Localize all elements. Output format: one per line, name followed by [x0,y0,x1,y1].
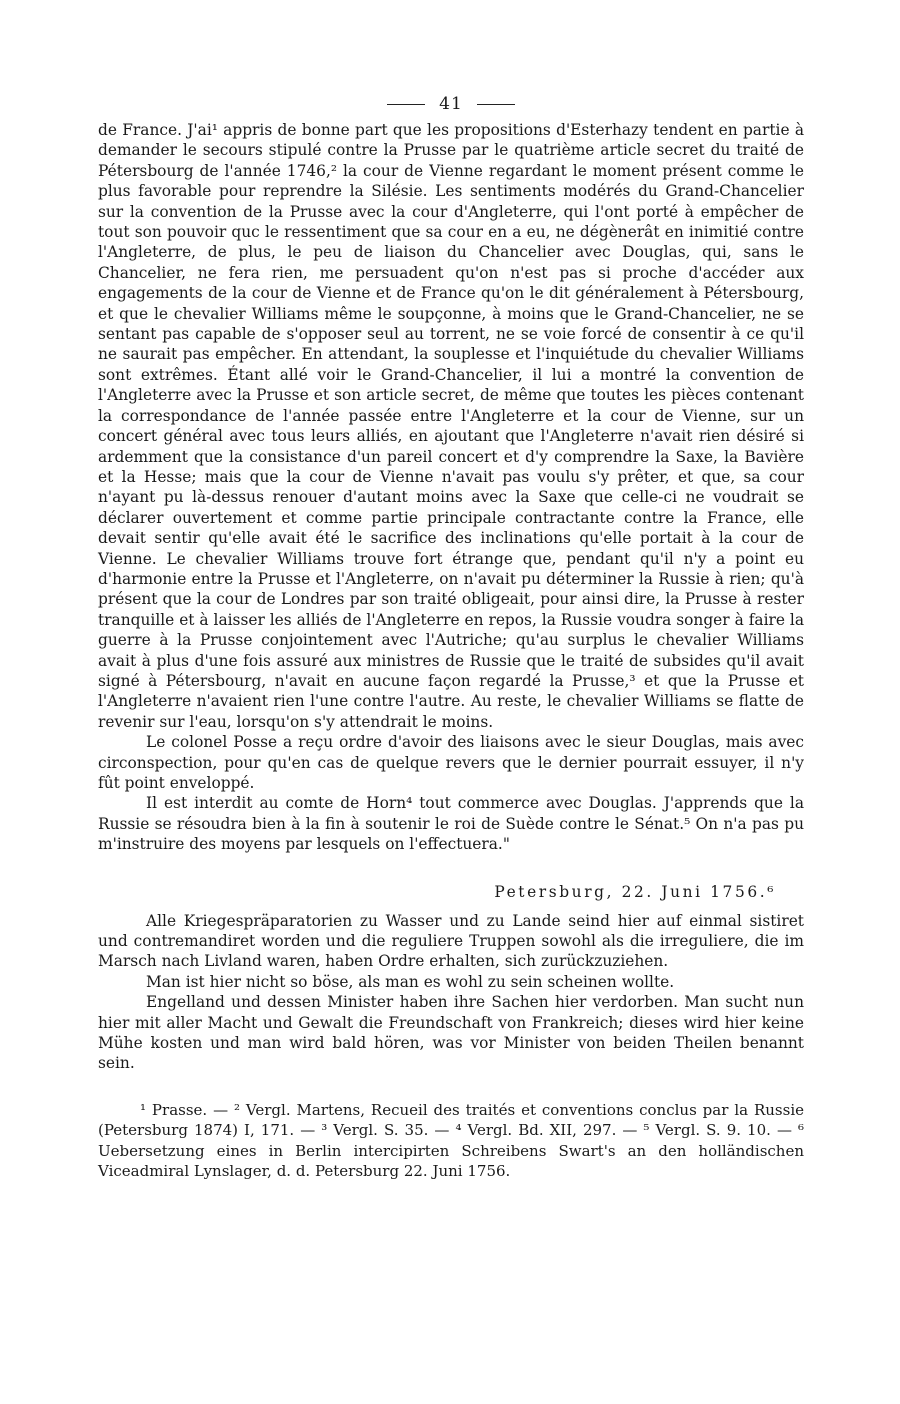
german-paragraph-2: Man ist hier nicht so böse, als man es wohl zu sein scheinen wollte. [146,972,675,991]
page-number: 41 [439,94,463,114]
french-paragraph-3: Il est interdit au comte de Horn⁴ tout commerce avec Douglas. J'apprends que la Russie se résoudra bien à la fin à soutenir le roi de Suède contre le Sénat.⁵ On n'a pas pu m'instruire des moyens par lesquels on l'effectuera." [98,794,804,854]
german-paragraph-1: Alle Kriegespräparatorien zu Wasser und zu Lande seind hier auf einmal sistiret und contremandiret worden und die reguliere Truppen sowohl als die irreguliere, die im Marsch nach Livland waren, haben Ordre erhalten, sich zurückzuziehen. [98,911,804,971]
footnotes-text: ¹ Prasse. — ² Vergl. Martens, Recueil des traités et conventions conclus par la Russie (Petersburg 1874) I, 171. — ³ Vergl. S. 35. — ⁴ Vergl. Bd. XII, 297. — ⁵ Vergl. S. 9. 10. — ⁶ Uebersetzung eines in Berlin intercipirten Schreibens Swart's an den holländischen Viceadmiral Lynslager, d. d. Petersburg 22. Juni 1756. [98,1100,804,1181]
dateline: Petersburg, 22. Juni 1756.⁶ [494,882,776,901]
page-header [98,88,804,120]
french-paragraph-1: de France. J'ai¹ appris de bonne part que les propositions d'Esterhazy tendent en partie à demander le secours stipulé contre la Prusse par le quatrième article secret du traité de Pétersbourg de l'année 1746,² la cour de Vienne regardant le moment présent comme le plus favorable pour reprendre la Silésie. Les sentiments modérés du Grand-Chancelier sur la convention de la Prusse avec la cour d'Angleterre, qui l'ont porté à empêcher de tout son pouvoir quc le ressentiment que sa cour en a eu, ne dégènerât en inimitié contre l'Angleterre, de plus, le peu de liaison du Chancelier avec Douglas, qui, sans le Chancelier, ne fera rien, me persuadent qu'on n'est pas si proche d'accéder aux engagements de la cour de Vienne et de France qu'on le dit généralement à Pétersbourg, et que le chevalier Williams même le soupçonne, à moins que le Grand-Chancelier, ne se sentant pas capable de s'opposer seul au torrent, ne se voie forcé de consentir à ce qu'il ne saurait pas empêcher. En attendant, la souplesse et l'inquiétude du chevalier Williams sont extrêmes. Étant allé voir le Grand-Chancelier, il lui a montré la convention de l'Angleterre avec la Prusse et son article secret, de même que toutes les pièces contenant la correspondance de l'année passée entre l'Angleterre et la cour de Vienne, sur un concert général avec tous leurs alliés, en ajoutant que l'Angleterre n'avait rien désiré si ardemment que la consistance d'un pareil concert et d'y comprendre la Saxe, la Bavière et la Hesse; mais que la cour de Vienne n'avait pas voulu s'y prêter, et que, sa cour n'ayant pu là-dessus renouer d'autant moins avec la Saxe que celle-ci ne voudrait se déclarer ouvertement et comme partie principale contractante contre la France, elle devait sentir qu'elle avait été le sacrifice des inclinations qu'elle portait à la cour de Vienne. Le chevalier Williams trouve fort étrange que, pendant qu'il n'y a point eu d'harmonie entre la Prusse et l'Angleterre, on n'avait pu déterminer la Russie à rien; qu'à présent que la cour de Londres par son traité obligeait, pour ainsi dire, la Prusse à rester tranquille et à laisser les alliés de l'Angleterre en repos, la Russie voudra songer à faire la guerre à la Prusse conjointement avec l'Autriche; qu'au surplus le chevalier Williams avait à plus d'une fois assuré aux ministres de Russie que le traité de subsides qu'il avait signé à Pétersbourg, n'avait en aucune façon regardé la Prusse,³ et que la Prusse et l'Angleterre n'avaient rien l'une contre l'autre. Au reste, le chevalier Williams se flatte de revenir sur l'eau, lorsqu'on s'y attendrait le moins. [98,121,804,731]
french-paragraph-2: Le colonel Posse a reçu ordre d'avoir des liaisons avec le sieur Douglas, mais avec circonspection, pour qu'en cas de quelque revers que le dernier pourrait essuyer, il n'y fût point enveloppé. [98,733,804,792]
header-dash-right [477,104,515,105]
footnotes [98,1100,804,1182]
german-paragraph-3: Engelland und dessen Minister haben ihre Sachen hier verdorben. Man sucht nun hier mit aller Macht und Gewalt die Freundschaft von Frankreich; dieses wird hier keine Mühe kosten und man wird bald hören, was vor Minister von beiden Theilen benannt sein. [98,993,804,1073]
page [98,88,804,1182]
header-dash-left [387,104,425,105]
